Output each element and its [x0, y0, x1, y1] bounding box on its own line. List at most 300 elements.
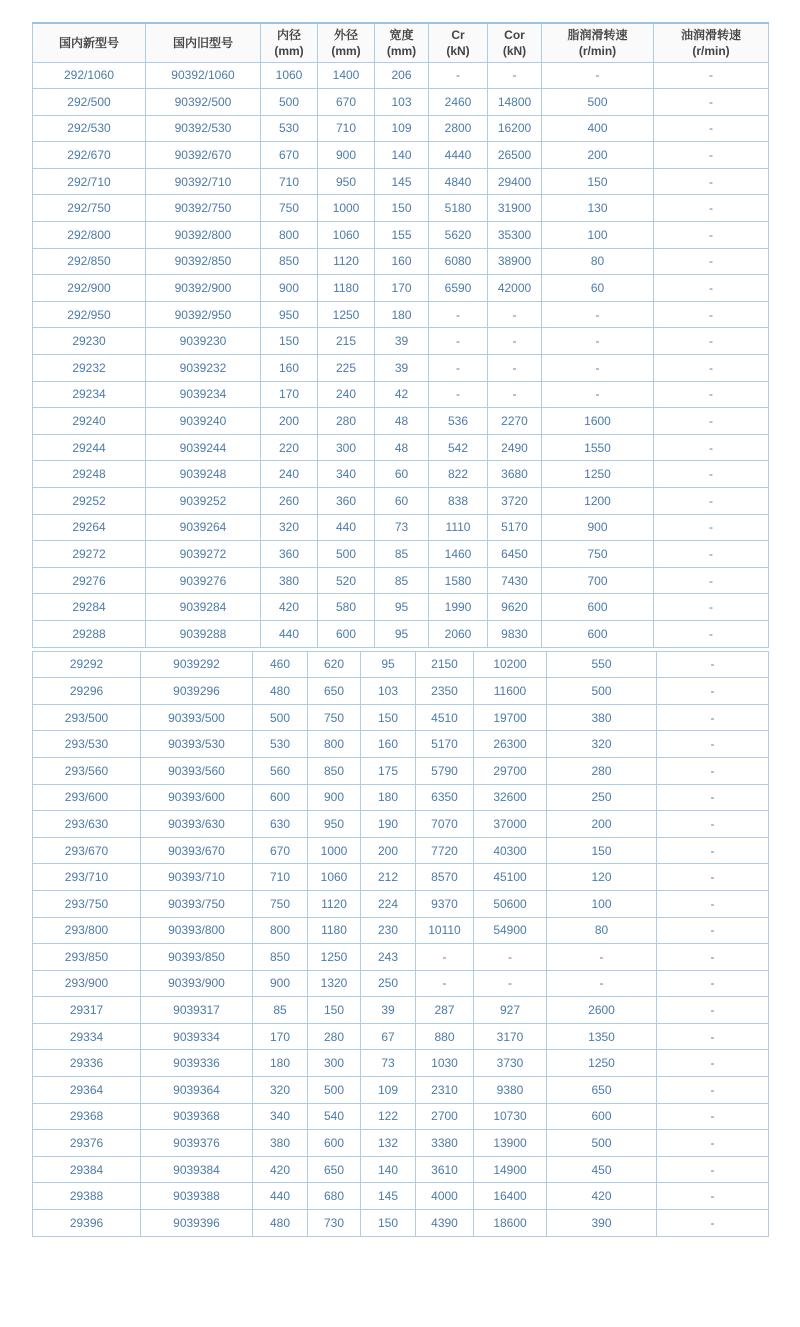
- table-cell: 9039368: [141, 1103, 253, 1130]
- table-cell: -: [654, 381, 769, 408]
- table-row: [33, 1103, 769, 1130]
- table-cell: 9039248: [146, 461, 261, 488]
- table-cell: 9039252: [146, 488, 261, 515]
- table-cell: 29276: [33, 567, 146, 594]
- table-cell: 200: [547, 811, 657, 838]
- table-cell: 500: [547, 1130, 657, 1157]
- table-cell: 800: [253, 917, 308, 944]
- table-cell: 900: [308, 784, 361, 811]
- table-cell: -: [654, 514, 769, 541]
- table-cell: -: [657, 1103, 769, 1130]
- table-row: [33, 222, 769, 249]
- column-header: [318, 23, 375, 62]
- table-cell: -: [488, 301, 542, 328]
- column-header: [654, 23, 769, 62]
- table-cell: 145: [361, 1183, 416, 1210]
- table-cell: 85: [375, 541, 429, 568]
- table-cell: 293/710: [33, 864, 141, 891]
- column-header: [429, 23, 488, 62]
- table-cell: 9380: [474, 1077, 547, 1104]
- table-cell: 2060: [429, 620, 488, 647]
- table-cell: 340: [253, 1103, 308, 1130]
- table-cell: 1060: [318, 222, 375, 249]
- table-row: [33, 678, 769, 705]
- table-cell: 670: [253, 837, 308, 864]
- table-cell: 1060: [261, 62, 318, 89]
- table-cell: 600: [308, 1130, 361, 1157]
- table-cell: 440: [261, 620, 318, 647]
- table-cell: 32600: [474, 784, 547, 811]
- table-cell: 320: [253, 1077, 308, 1104]
- table-cell: -: [654, 461, 769, 488]
- table-cell: 1250: [308, 944, 361, 971]
- table-cell: 650: [547, 1077, 657, 1104]
- table-row: [33, 248, 769, 275]
- table-row: [33, 651, 769, 678]
- table-cell: 4440: [429, 142, 488, 169]
- table-cell: -: [488, 381, 542, 408]
- table-cell: 280: [547, 757, 657, 784]
- table-cell: -: [429, 381, 488, 408]
- table-cell: 35300: [488, 222, 542, 249]
- table-cell: 45100: [474, 864, 547, 891]
- column-header: [542, 23, 654, 62]
- table-cell: -: [488, 328, 542, 355]
- table-cell: 160: [261, 355, 318, 382]
- table-row: [33, 328, 769, 355]
- table-cell: -: [657, 811, 769, 838]
- table-cell: 293/600: [33, 784, 141, 811]
- table-cell: 1400: [318, 62, 375, 89]
- table-cell: 39: [375, 355, 429, 382]
- table-cell: 50600: [474, 890, 547, 917]
- table-cell: 9370: [416, 890, 474, 917]
- table-cell: 600: [542, 594, 654, 621]
- column-unit: (kN): [446, 43, 470, 58]
- table-cell: -: [654, 195, 769, 222]
- column-unit: (r/min): [578, 43, 617, 58]
- bearing-spec-table-section-1: [32, 22, 769, 648]
- table-cell: 48: [375, 408, 429, 435]
- table-cell: 380: [253, 1130, 308, 1157]
- table-cell: 170: [375, 275, 429, 302]
- table-cell: -: [657, 1183, 769, 1210]
- table-cell: -: [657, 731, 769, 758]
- table-cell: 1060: [308, 864, 361, 891]
- table-row: [33, 355, 769, 382]
- table-cell: 90392/850: [146, 248, 261, 275]
- table-cell: 90393/850: [141, 944, 253, 971]
- table-row: [33, 62, 769, 89]
- table-cell: 822: [429, 461, 488, 488]
- table-cell: 95: [375, 594, 429, 621]
- table-cell: 95: [361, 651, 416, 678]
- table-cell: 293/750: [33, 890, 141, 917]
- table-cell: 90393/900: [141, 970, 253, 997]
- table-cell: 200: [261, 408, 318, 435]
- table-row: [33, 1183, 769, 1210]
- table-cell: 2150: [416, 651, 474, 678]
- table-cell: 600: [253, 784, 308, 811]
- table-cell: -: [416, 970, 474, 997]
- table-cell: 3680: [488, 461, 542, 488]
- table-cell: -: [654, 222, 769, 249]
- table-cell: 293/630: [33, 811, 141, 838]
- table-row: [33, 541, 769, 568]
- column-unit: (r/min): [692, 43, 730, 58]
- table-cell: -: [542, 62, 654, 89]
- table-row: [33, 837, 769, 864]
- table-cell: 293/900: [33, 970, 141, 997]
- table-cell: 420: [547, 1183, 657, 1210]
- table-cell: -: [657, 784, 769, 811]
- table-cell: -: [657, 1077, 769, 1104]
- table-cell: -: [429, 301, 488, 328]
- table-cell: 440: [318, 514, 375, 541]
- table-cell: -: [654, 594, 769, 621]
- table-cell: -: [657, 1210, 769, 1237]
- table-cell: 950: [308, 811, 361, 838]
- table-cell: 42: [375, 381, 429, 408]
- table-cell: 293/500: [33, 704, 141, 731]
- table-cell: 80: [542, 248, 654, 275]
- table-row: [33, 864, 769, 891]
- table-row: [33, 168, 769, 195]
- table-row: [33, 811, 769, 838]
- table-cell: 1320: [308, 970, 361, 997]
- table-cell: -: [542, 328, 654, 355]
- table-cell: 700: [542, 567, 654, 594]
- table-cell: 109: [375, 115, 429, 142]
- table-cell: -: [429, 355, 488, 382]
- table-cell: 103: [375, 89, 429, 116]
- column-title: 国内旧型号: [172, 35, 233, 50]
- table-cell: 2460: [429, 89, 488, 116]
- table-cell: 80: [547, 917, 657, 944]
- table-cell: 500: [542, 89, 654, 116]
- table-cell: 3720: [488, 488, 542, 515]
- table-cell: 40300: [474, 837, 547, 864]
- table-cell: 880: [416, 1023, 474, 1050]
- table-cell: 1550: [542, 434, 654, 461]
- table-cell: 29264: [33, 514, 146, 541]
- table-cell: 900: [318, 142, 375, 169]
- column-title: 脂润滑转速: [567, 27, 628, 42]
- table-cell: 292/530: [33, 115, 146, 142]
- table-cell: 150: [375, 195, 429, 222]
- table-cell: 100: [547, 890, 657, 917]
- table-cell: 14900: [474, 1156, 547, 1183]
- table-cell: 4510: [416, 704, 474, 731]
- table-cell: 500: [253, 704, 308, 731]
- table-cell: 5180: [429, 195, 488, 222]
- table-cell: 90393/750: [141, 890, 253, 917]
- table-cell: 90392/800: [146, 222, 261, 249]
- column-title: 内径: [276, 27, 301, 42]
- table-cell: 292/950: [33, 301, 146, 328]
- table-cell: 42000: [488, 275, 542, 302]
- header-row: [33, 23, 769, 62]
- table-cell: 9039272: [146, 541, 261, 568]
- table-cell: 150: [542, 168, 654, 195]
- table-cell: -: [488, 355, 542, 382]
- table-cell: 9039234: [146, 381, 261, 408]
- table-cell: 90393/530: [141, 731, 253, 758]
- table-cell: 90393/600: [141, 784, 253, 811]
- table-cell: 292/750: [33, 195, 146, 222]
- table-cell: 18600: [474, 1210, 547, 1237]
- table-cell: 1350: [547, 1023, 657, 1050]
- table-cell: 9039230: [146, 328, 261, 355]
- table-row: [33, 620, 769, 647]
- table-cell: -: [416, 944, 474, 971]
- table-cell: 85: [253, 997, 308, 1024]
- table-cell: 540: [308, 1103, 361, 1130]
- table-cell: 200: [361, 837, 416, 864]
- column-header: [146, 23, 261, 62]
- table-cell: 293/530: [33, 731, 141, 758]
- table-cell: 9039276: [146, 567, 261, 594]
- table-cell: 29248: [33, 461, 146, 488]
- table-cell: -: [654, 301, 769, 328]
- table-cell: -: [654, 142, 769, 169]
- table-cell: 90392/900: [146, 275, 261, 302]
- table-cell: 670: [261, 142, 318, 169]
- table-cell: 109: [361, 1077, 416, 1104]
- table-cell: 600: [547, 1103, 657, 1130]
- table-cell: 850: [253, 944, 308, 971]
- table-row: [33, 381, 769, 408]
- table-cell: -: [657, 890, 769, 917]
- table-cell: 750: [308, 704, 361, 731]
- table-cell: 29296: [33, 678, 141, 705]
- table-cell: 90393/800: [141, 917, 253, 944]
- table-cell: 29334: [33, 1023, 141, 1050]
- table-cell: -: [657, 651, 769, 678]
- table-cell: 2310: [416, 1077, 474, 1104]
- table-cell: -: [654, 541, 769, 568]
- table-cell: 29388: [33, 1183, 141, 1210]
- table-cell: 360: [261, 541, 318, 568]
- table-cell: 500: [261, 89, 318, 116]
- table-cell: 1250: [542, 461, 654, 488]
- column-title: 外径: [333, 27, 358, 42]
- table-cell: 530: [261, 115, 318, 142]
- table-cell: 292/800: [33, 222, 146, 249]
- table-row: [33, 514, 769, 541]
- table-cell: 260: [261, 488, 318, 515]
- table-cell: 3170: [474, 1023, 547, 1050]
- table-cell: 200: [542, 142, 654, 169]
- table-cell: 180: [375, 301, 429, 328]
- table-cell: -: [657, 864, 769, 891]
- table-row: [33, 142, 769, 169]
- table-cell: 5620: [429, 222, 488, 249]
- column-title: Cor: [504, 27, 525, 42]
- table-cell: 1180: [308, 917, 361, 944]
- table-cell: -: [547, 970, 657, 997]
- table-cell: 500: [547, 678, 657, 705]
- column-header: [261, 23, 318, 62]
- table-cell: 120: [547, 864, 657, 891]
- column-header: [375, 23, 429, 62]
- table-cell: 9039264: [146, 514, 261, 541]
- column-unit: (mm): [274, 43, 304, 58]
- table-cell: -: [657, 917, 769, 944]
- table-cell: 67: [361, 1023, 416, 1050]
- table-cell: 60: [375, 461, 429, 488]
- table-cell: 90392/710: [146, 168, 261, 195]
- table-cell: 29252: [33, 488, 146, 515]
- table-cell: 90392/950: [146, 301, 261, 328]
- table-cell: 1120: [318, 248, 375, 275]
- table-cell: 3380: [416, 1130, 474, 1157]
- column-title: 油润滑转速: [680, 27, 741, 42]
- table-cell: 90392/1060: [146, 62, 261, 89]
- table-cell: 600: [318, 620, 375, 647]
- table-cell: 5170: [488, 514, 542, 541]
- table-cell: -: [657, 1023, 769, 1050]
- table-cell: -: [654, 62, 769, 89]
- column-unit: (mm): [331, 43, 361, 58]
- table-cell: -: [474, 944, 547, 971]
- table-row: [33, 461, 769, 488]
- table-cell: -: [657, 757, 769, 784]
- table-cell: 620: [308, 651, 361, 678]
- table-cell: 1990: [429, 594, 488, 621]
- table-cell: -: [488, 62, 542, 89]
- table-cell: 340: [318, 461, 375, 488]
- table-cell: 29368: [33, 1103, 141, 1130]
- table-cell: 150: [261, 328, 318, 355]
- table-cell: 9039364: [141, 1077, 253, 1104]
- table-cell: 160: [375, 248, 429, 275]
- table-cell: -: [654, 115, 769, 142]
- table-cell: 1000: [318, 195, 375, 222]
- table-cell: 8570: [416, 864, 474, 891]
- table-cell: 1580: [429, 567, 488, 594]
- table-cell: 500: [318, 541, 375, 568]
- table-row: [33, 997, 769, 1024]
- table-cell: 4840: [429, 168, 488, 195]
- table-cell: 3730: [474, 1050, 547, 1077]
- table-cell: 13900: [474, 1130, 547, 1157]
- table-cell: 1110: [429, 514, 488, 541]
- table-cell: 293/800: [33, 917, 141, 944]
- table-cell: 26300: [474, 731, 547, 758]
- table-cell: 800: [308, 731, 361, 758]
- table-cell: 710: [318, 115, 375, 142]
- table-cell: 7430: [488, 567, 542, 594]
- table-cell: 230: [361, 917, 416, 944]
- table-cell: -: [654, 488, 769, 515]
- table-row: [33, 1023, 769, 1050]
- table-cell: 19700: [474, 704, 547, 731]
- table-cell: -: [654, 328, 769, 355]
- table-cell: -: [654, 620, 769, 647]
- table-cell: 420: [253, 1156, 308, 1183]
- table-cell: 6590: [429, 275, 488, 302]
- table-cell: 122: [361, 1103, 416, 1130]
- table-cell: 10200: [474, 651, 547, 678]
- table-cell: 5790: [416, 757, 474, 784]
- table-cell: 132: [361, 1130, 416, 1157]
- table-cell: 95: [375, 620, 429, 647]
- table-cell: 1250: [318, 301, 375, 328]
- table-cell: 460: [253, 651, 308, 678]
- table-cell: 9039296: [141, 678, 253, 705]
- table-cell: 1000: [308, 837, 361, 864]
- table-cell: 1180: [318, 275, 375, 302]
- column-header: [33, 23, 146, 62]
- table-cell: 800: [261, 222, 318, 249]
- table-cell: 5170: [416, 731, 474, 758]
- table-cell: -: [542, 355, 654, 382]
- table-cell: -: [657, 704, 769, 731]
- table-cell: -: [657, 1130, 769, 1157]
- table-row: [33, 917, 769, 944]
- table-cell: 85: [375, 567, 429, 594]
- table-cell: 320: [547, 731, 657, 758]
- table-cell: 250: [361, 970, 416, 997]
- table-cell: 54900: [474, 917, 547, 944]
- table-cell: 180: [361, 784, 416, 811]
- table-cell: 292/710: [33, 168, 146, 195]
- table-cell: 180: [253, 1050, 308, 1077]
- table-cell: 480: [253, 1210, 308, 1237]
- table-cell: -: [657, 970, 769, 997]
- table-cell: 29336: [33, 1050, 141, 1077]
- table-row: [33, 1156, 769, 1183]
- table-cell: 9039336: [141, 1050, 253, 1077]
- table-cell: 170: [253, 1023, 308, 1050]
- table-cell: -: [542, 381, 654, 408]
- table-cell: 9039317: [141, 997, 253, 1024]
- column-title: 宽度: [389, 27, 414, 42]
- table-cell: 900: [261, 275, 318, 302]
- table-row: [33, 970, 769, 997]
- table-row: [33, 434, 769, 461]
- table-cell: 292/500: [33, 89, 146, 116]
- table-cell: 9039292: [141, 651, 253, 678]
- table-cell: 29288: [33, 620, 146, 647]
- table-cell: 530: [253, 731, 308, 758]
- bearing-spec-table-section-2: [32, 651, 769, 1237]
- table-cell: 390: [547, 1210, 657, 1237]
- table-cell: 240: [261, 461, 318, 488]
- table-cell: 900: [253, 970, 308, 997]
- table-cell: 750: [542, 541, 654, 568]
- table-cell: -: [654, 567, 769, 594]
- table-cell: 520: [318, 567, 375, 594]
- table-cell: -: [654, 355, 769, 382]
- table-cell: 1250: [547, 1050, 657, 1077]
- table-cell: 710: [261, 168, 318, 195]
- table-cell: 680: [308, 1183, 361, 1210]
- table-row: [33, 757, 769, 784]
- table-cell: 90392/530: [146, 115, 261, 142]
- table-cell: 90393/630: [141, 811, 253, 838]
- table-cell: 293/850: [33, 944, 141, 971]
- table-cell: 145: [375, 168, 429, 195]
- column-title: Cr: [451, 27, 465, 42]
- table-cell: 536: [429, 408, 488, 435]
- table-cell: 220: [261, 434, 318, 461]
- table-cell: 1600: [542, 408, 654, 435]
- table-cell: 16200: [488, 115, 542, 142]
- table-cell: 90393/670: [141, 837, 253, 864]
- table-row: [33, 567, 769, 594]
